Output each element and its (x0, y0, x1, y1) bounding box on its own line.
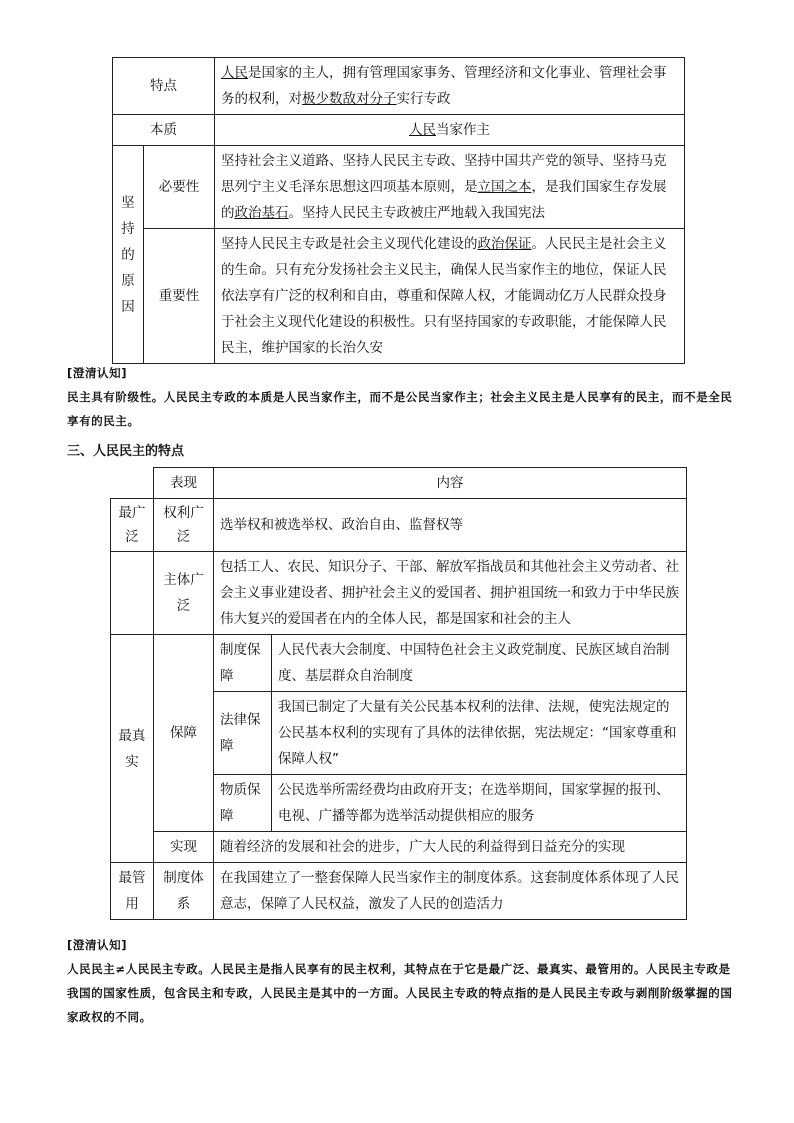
section-title: 三、人民民主的特点 (67, 444, 185, 459)
subject-label: 主体广泛 (154, 552, 214, 635)
broad-label: 最广泛 (111, 499, 154, 552)
material-label: 物质保障 (214, 775, 272, 832)
clarify-title: [澄清认知] (67, 938, 128, 952)
row-essence (113, 115, 685, 146)
header-content: 内容 (214, 468, 687, 499)
table-state-system (112, 57, 685, 364)
reasons-label: 坚持的原因 (113, 146, 144, 364)
row-rights (111, 499, 687, 552)
clarify-note-2 (67, 933, 733, 1029)
row-necessity (113, 146, 685, 229)
essence-label: 本质 (113, 115, 215, 146)
necessity-text: 坚持社会主义道路、坚持人民民主专政、坚持中国共产党的领导、坚持马克思列宁主义毛泽东思想这四项基本原则，是立国之本，是我们国家生存发展的政治基石。坚持人民民主专政被庄严地载入我国宪法 (215, 146, 685, 229)
row-importance (113, 229, 685, 364)
material-text: 公民选举所需经费均由政府开支；在选举期间，国家掌握的报刊、电视、广播等都为选举活动提供相应的服务 (272, 775, 687, 832)
institution-text: 在我国建立了一整套保障人民当家作主的制度体系。这套制度体系体现了人民意志，保障了人民权益，激发了人民的创造活力 (214, 863, 687, 920)
law-label: 法律保障 (214, 692, 272, 775)
rights-text: 选举权和被选举权、政治自由、监督权等 (214, 499, 687, 552)
row-realize (111, 832, 687, 863)
clarify-text: 人民民主≠人民民主专政。人民民主是指人民享有的民主权利，其特点在于它是最广泛、最真实、最管用的。人民民主专政是我国的国家性质，包含民主和专政，人民民主是其中的一方面。人民民主专政的特点指的是人民民主专政与剥削阶级掌握的国家政权的不同。 (67, 962, 733, 1024)
importance-text: 坚持人民民主专政是社会主义现代化建设的政治保证。人民民主是社会主义的生命。只有充分发扬社会主义民主，确保人民当家作主的地位，保证人民依法享有广泛的权利和自由，尊重和保障人权，才能调动亿万人民群众投身于社会主义现代化建设的积极性。只有坚持国家的专政职能，才能保障人民民主，维护国家的长治久安 (215, 229, 685, 364)
clarify-text: 民主具有阶级性。人民民主专政的本质是人民当家作主，而不是公民当家作主；社会主义民主是人民享有的民主，而不是全民享有的民主。 (67, 390, 733, 428)
necessity-label: 必要性 (144, 146, 215, 229)
row-subject (111, 552, 687, 635)
realize-text: 随着经济的发展和社会的进步，广大人民的利益得到日益充分的实现 (214, 832, 687, 863)
law-text: 我国已制定了大量有关公民基本权利的法律、法规，使宪法规定的公民基本权利的实现有了具体的法律依据，宪法规定：“国家尊重和保障人权” (272, 692, 687, 775)
table-democracy-features (110, 467, 687, 920)
useful-label: 最管用 (111, 863, 154, 920)
essence-text: 人民当家作主 (215, 115, 685, 146)
row-system (111, 635, 687, 692)
system-label: 制度保障 (214, 635, 272, 692)
clarify-note-1 (67, 361, 733, 433)
row-features (113, 58, 685, 115)
features-label: 特点 (113, 58, 215, 115)
importance-label: 重要性 (144, 229, 215, 364)
header-expression: 表现 (154, 468, 214, 499)
row-institution (111, 863, 687, 920)
row-header (111, 468, 687, 499)
system-text: 人民代表大会制度、中国特色社会主义政党制度、民族区域自治制度、基层群众自治制度 (272, 635, 687, 692)
clarify-title: [澄清认知] (67, 366, 128, 380)
real-label: 最真实 (111, 635, 154, 863)
subject-text: 包括工人、农民、知识分子、干部、解放军指战员和其他社会主义劳动者、社会主义事业建设者、拥护社会主义的爱国者、拥护祖国统一和致力于中华民族伟大复兴的爱国者在内的全体人民，都是国家和社会的主人 (214, 552, 687, 635)
guarantee-label: 保障 (154, 635, 214, 832)
realize-label: 实现 (154, 832, 214, 863)
rights-label: 权利广泛 (154, 499, 214, 552)
features-text: 人民是国家的主人，拥有管理国家事务、管理经济和文化事业、管理社会事务的权利，对极少数敌对分子实行专政 (215, 58, 685, 115)
institution-label: 制度体系 (154, 863, 214, 920)
